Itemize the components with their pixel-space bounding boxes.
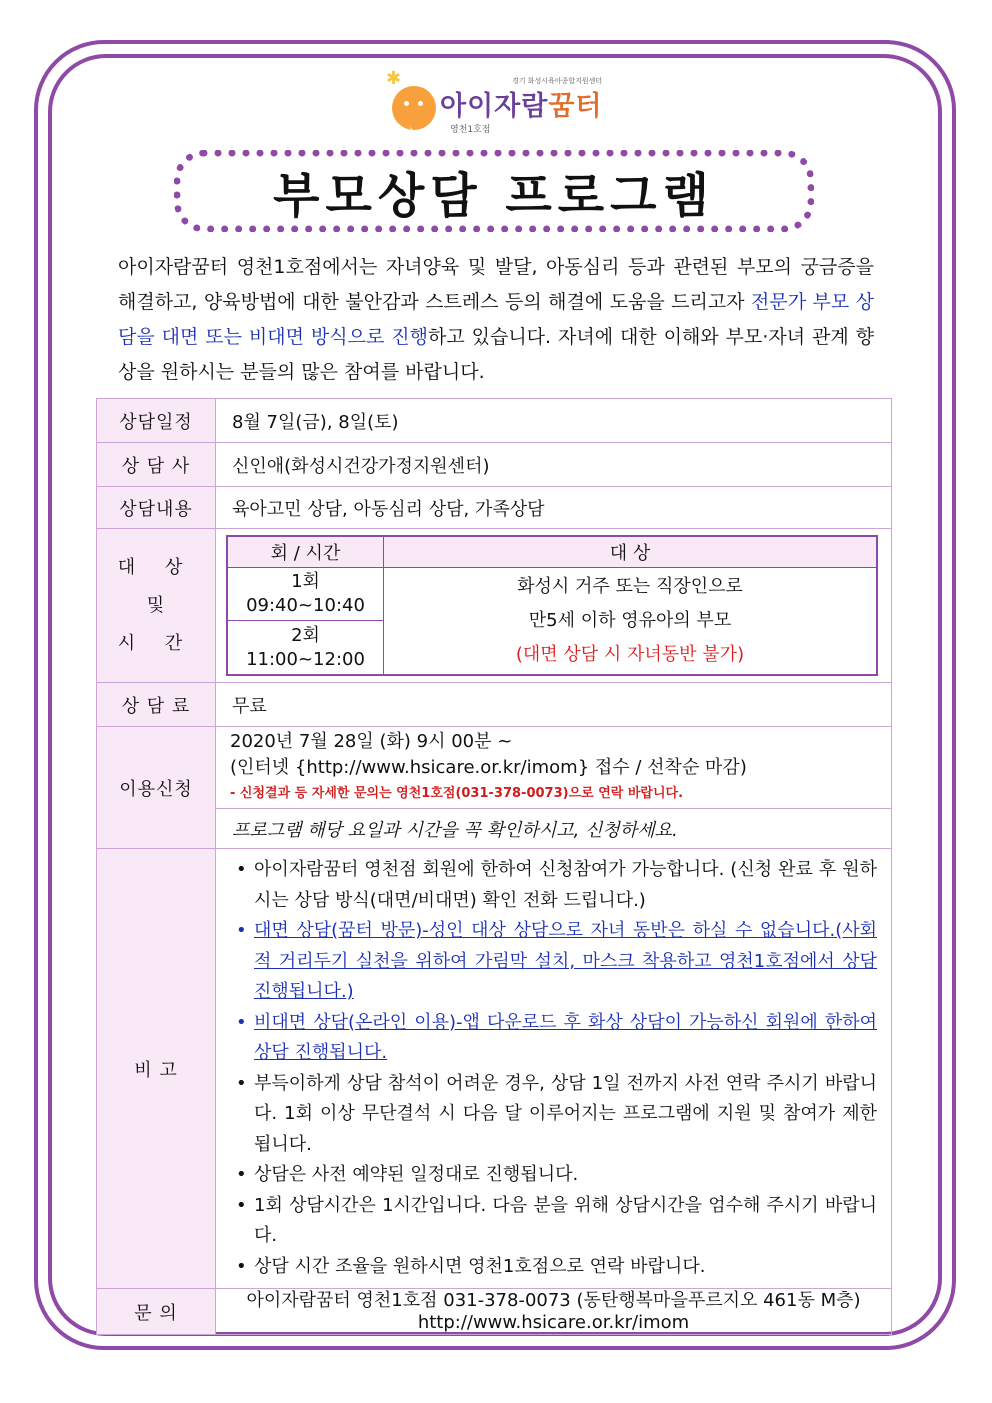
session-1: 1회 09:40~10:40 bbox=[227, 568, 384, 621]
target-note: (대면 상담 시 자녀동반 불가) bbox=[515, 644, 745, 665]
notes-list bbox=[216, 849, 891, 1288]
info-table bbox=[96, 398, 892, 1335]
row-fee bbox=[97, 683, 892, 727]
content-label: 상담내용 bbox=[97, 487, 216, 529]
smiley-face-icon bbox=[392, 86, 436, 130]
row-notes bbox=[97, 849, 892, 1289]
logo-name: 아이자람꿈터 bbox=[440, 91, 603, 122]
note-item: • 아이자람꿈터 영천점 회원에 한하여 신청참여가 가능합니다. (신청 완료 후 원하시는 상담 방식(대면/비대면) 확인 전화 드립니다.) bbox=[234, 855, 877, 916]
notes-label: 비 고 bbox=[97, 849, 216, 1289]
note-item-link[interactable]: • 비대면 상담(온라인 이용)-앱 다운로드 후 화상 상담이 가능하신 회원에 한하여 상담 진행됩니다. bbox=[234, 1008, 877, 1069]
fee-label: 상 담 료 bbox=[97, 683, 216, 727]
date-label: 상담일정 bbox=[97, 399, 216, 443]
note-item: • 1회 상담시간은 1시간입니다. 다음 분을 위해 상담시간을 엄수해 주시기 바랍니다. bbox=[234, 1191, 877, 1252]
row-apply-reminder bbox=[97, 809, 892, 849]
content-value: 육아고민 상담, 아동심리 상담, 가족상담 bbox=[216, 487, 892, 529]
session-2: 2회 11:00~12:00 bbox=[227, 621, 384, 675]
logo bbox=[386, 68, 616, 135]
star-icon: ✱ bbox=[386, 68, 402, 89]
target-label: 대 상 및 시 간 bbox=[97, 529, 216, 683]
page-title: 부모상담 프로그램 bbox=[273, 167, 715, 224]
counselor-label: 상 담 사 bbox=[97, 443, 216, 487]
target-value bbox=[216, 529, 892, 683]
row-date bbox=[97, 399, 892, 443]
apply-value: 2020년 7월 28일 (화) 9시 00분 ~ (인터넷 {http://www.hsicare.or.kr/imom} 접수 / 선착순 마감) - 신청결과 등 자세한 문의는 영천1호점(031-378-0073)으로 연락 바랍니다. bbox=[216, 727, 892, 809]
apply-reminder: 프로그램 해당 요일과 시간을 꼭 확인하시고, 신청하세요. bbox=[216, 809, 892, 849]
title-box bbox=[174, 150, 814, 232]
row-counselor bbox=[97, 443, 892, 487]
row-apply bbox=[97, 727, 892, 809]
note-item: • 상담 시간 조율을 원하시면 영천1호점으로 연락 바랍니다. bbox=[234, 1252, 877, 1283]
note-item: • 상담은 사전 예약된 일정대로 진행됩니다. bbox=[234, 1160, 877, 1191]
sessions-header-time: 회 / 시간 bbox=[227, 536, 384, 568]
target-description: 화성시 거주 또는 직장인으로 만5세 이하 영유아의 부모 (대면 상담 시 자녀동반 불가) bbox=[384, 568, 878, 676]
apply-label: 이용신청 bbox=[97, 727, 216, 849]
sessions-table bbox=[226, 535, 878, 676]
counselor-value: 신인애(화성시건강가정지원센터) bbox=[216, 443, 892, 487]
sessions-header-target: 대 상 bbox=[384, 536, 878, 568]
intro-highlight: 전문가 부모 상담을 대면 또는 비대면 방식으로 진행 bbox=[118, 291, 874, 348]
logo-branch: 영천1호점 bbox=[450, 125, 491, 135]
inquiry-url[interactable]: http://www.hsicare.or.kr/imom bbox=[417, 1311, 690, 1333]
fee-value: 무료 bbox=[216, 683, 892, 727]
row-inquiry bbox=[97, 1289, 892, 1335]
intro-paragraph: 아이자람꿈터 영천1호점에서는 자녀양육 및 발달, 아동심리 등과 관련된 부모의 궁금증을 해결하고, 양육방법에 대한 불안감과 스트레스 등의 해결에 도움을 드리고자 전문가 부모 상담을 대면 또는 비대면 방식으로 진행하고 있습니다. 자녀에 대한 이해와 부모·자녀 관계 향상을 원하시는 분들의 많은 참여를 바랍니다. bbox=[118, 256, 874, 383]
note-item-link[interactable]: • 대면 상담(꿈터 방문)-성인 대상 상담으로 자녀 동반은 하실 수 없습니다.(사회적 거리두기 실천을 위하여 가림막 설치, 마스크 착용하고 영천1호점에서 상담 진행됩니다.) bbox=[234, 916, 877, 1008]
note-item: • 부득이하게 상담 참석이 어려운 경우, 상담 1일 전까지 사전 연락 주시기 바랍니다. 1회 이상 무단결석 시 다음 달 이루어지는 프로그램에 지원 및 참여가 제한됩니다. bbox=[234, 1069, 877, 1161]
logo-tagline: 경기 화성시육아종합지원센터 bbox=[512, 77, 603, 85]
inquiry-label: 문 의 bbox=[97, 1289, 216, 1335]
row-target bbox=[97, 529, 892, 683]
apply-note: - 신청결과 등 자세한 문의는 영천1호점(031-378-0073)으로 연락 바랍니다. bbox=[230, 785, 684, 801]
notes-value bbox=[216, 849, 892, 1289]
date-value: 8월 7일(금), 8일(토) bbox=[216, 399, 892, 443]
row-content bbox=[97, 487, 892, 529]
inquiry-value: 아이자람꿈터 영천1호점 031-378-0073 (동탄행복마을푸르지오 461동 M층) http://www.hsicare.or.kr/imom bbox=[216, 1289, 892, 1335]
